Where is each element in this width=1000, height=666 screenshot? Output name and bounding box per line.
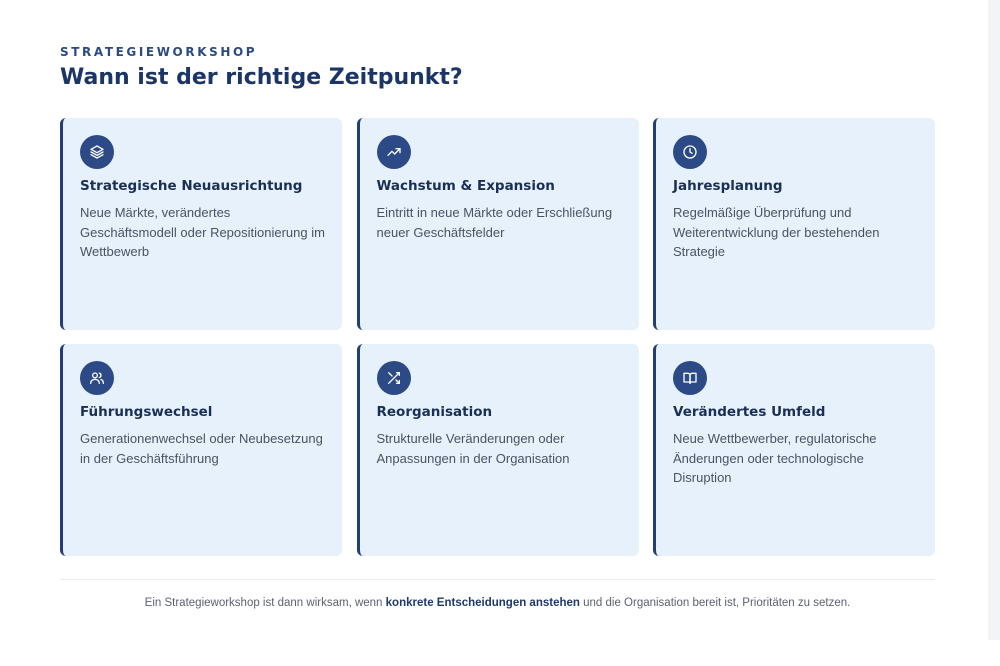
card-description: Eintritt in neue Märkte oder Erschließung neuer Geschäftsfelder <box>376 205 613 240</box>
card-leadership-change <box>60 344 342 556</box>
card-title: Führungswechsel <box>80 404 213 420</box>
card-description: Neue Wettbewerber, regulatorische Änderungen oder technologische Disruption <box>673 431 877 485</box>
card-title: Reorganisation <box>376 404 493 420</box>
footer-text-before: Ein Strategieworkshop ist dann wirksam, wenn <box>144 597 386 609</box>
card-description: Regelmäßige Überprüfung und Weiterentwicklung der bestehenden Strategie <box>673 205 880 259</box>
footer-text-after: und die Organisation bereit ist, Prioritäten zu setzen. <box>579 597 851 609</box>
book-open-icon <box>673 361 707 395</box>
card-description: Strukturelle Veränderungen oder Anpassungen in der Organisation <box>376 431 570 466</box>
card-title: Wachstum & Expansion <box>376 178 555 194</box>
card-changed-environment <box>653 344 935 556</box>
users-icon <box>80 361 114 395</box>
card-annual-planning <box>653 118 935 330</box>
card-title: Jahresplanung <box>673 178 783 194</box>
layers-icon <box>80 135 114 169</box>
shuffle-icon <box>377 361 411 395</box>
card-strategic-realignment <box>60 118 342 330</box>
clock-icon <box>673 135 707 169</box>
card-description: Generationenwechsel oder Neubesetzung in der Geschäftsführung <box>80 431 323 466</box>
card-title: Verändertes Umfeld <box>673 404 826 420</box>
card-grid <box>60 118 935 556</box>
card-growth-expansion <box>357 118 639 330</box>
content <box>60 0 935 609</box>
footer-note <box>60 597 935 609</box>
eyebrow-label: STRATEGIEWORKSHOP <box>60 45 258 59</box>
card-title: Strategische Neuausrichtung <box>80 178 303 194</box>
card-description: Neue Märkte, verändertes Geschäftsmodell oder Repositionierung im Wettbewerb <box>80 205 325 259</box>
divider <box>60 579 935 580</box>
card-reorganization <box>357 344 639 556</box>
page-title: Wann ist der richtige Zeitpunkt? <box>60 65 463 90</box>
trending-up-icon <box>377 135 411 169</box>
footer-emphasis: konkrete Entscheidungen anstehen <box>385 597 580 609</box>
scrollbar-track <box>988 0 1000 640</box>
